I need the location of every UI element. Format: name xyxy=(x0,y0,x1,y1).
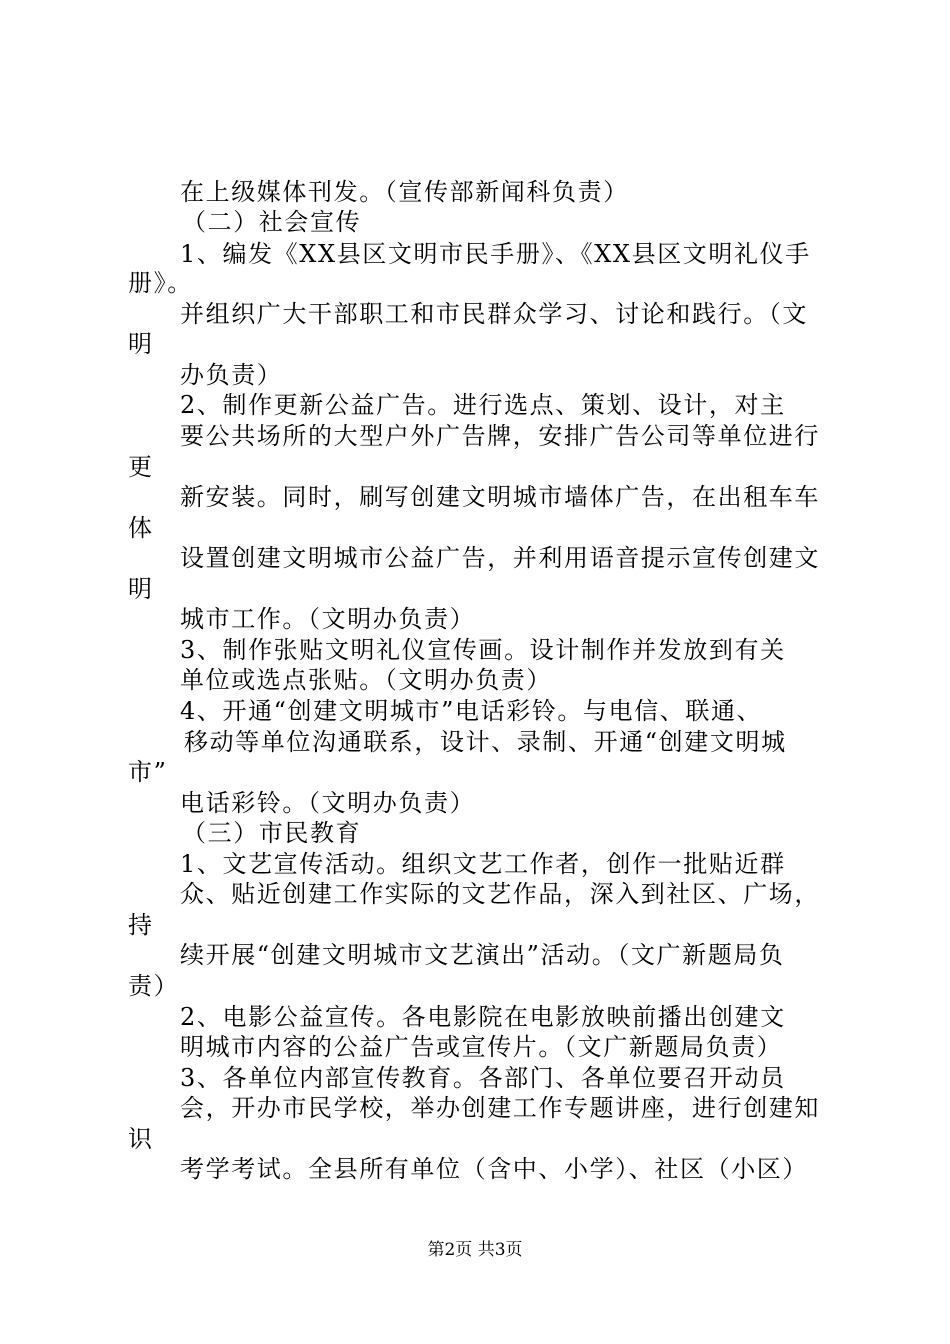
text-line: 明 xyxy=(128,575,154,603)
text-line: 移动等单位沟通联系，设计、录制、开通“创建文明城 xyxy=(184,728,787,756)
text-line: 更 xyxy=(128,453,154,481)
text-line: 续开展“创建文明城市文艺演出”活动。（文广新题局负 xyxy=(180,941,785,969)
text-line: 明城市内容的公益广告或宣传片。（文广新题局负责） xyxy=(180,1033,783,1061)
text-line: 考学考试。全县所有单位（含中、小学）、社区（小区） xyxy=(180,1155,808,1183)
text-line: 单位或选点张贴。（文明办负责） xyxy=(180,666,552,694)
text-line: 市” xyxy=(128,758,168,786)
text-line: 持 xyxy=(128,911,154,939)
text-line: 会，开办市民学校，举办创建工作专题讲座，进行创建知 xyxy=(180,1094,820,1122)
text-line: 4、开通“创建文明城市”电话彩铃。与电信、联通、 xyxy=(180,697,763,725)
text-line: 办负责） xyxy=(180,361,283,389)
text-line: 众、贴近创建工作实际的文艺作品，深入到社区、广场， xyxy=(180,880,820,908)
text-line: 新安装。同时，刷写创建文明城市墙体广告，在出租车车 xyxy=(180,483,820,511)
text-line: 3、各单位内部宣传教育。各部门、各单位要召开动员 xyxy=(180,1064,786,1092)
text-line: 并组织广大干部职工和市民群众学习、讨论和践行。（文 xyxy=(180,300,808,328)
text-line: 2、制作更新公益广告。进行选点、策划、设计，对主 xyxy=(180,391,786,419)
text-line: 体 xyxy=(128,514,154,542)
page-footer: 第2页 共3页 xyxy=(427,1240,523,1260)
text-line: 责） xyxy=(128,972,180,1000)
section-heading: （二）社会宣传 xyxy=(182,208,362,236)
text-line: 3、制作张贴文明礼仪宣传画。设计制作并发放到有关 xyxy=(180,636,786,664)
text-line: 要公共场所的大型户外广告牌，安排广告公司等单位进行 xyxy=(180,422,820,450)
text-line: 明 xyxy=(128,330,154,358)
text-line: 识 xyxy=(128,1125,154,1153)
text-line: 2、电影公益宣传。各电影院在电影放映前播出创建文 xyxy=(180,1003,786,1031)
text-line: 电话彩铃。（文明办负责） xyxy=(180,789,476,817)
text-line: 1、文艺宣传活动。组织文艺工作者，创作一批贴近群 xyxy=(180,850,786,878)
text-line: 1、编发《XX县区文明市民手册》、《XX县区文明礼仪手 xyxy=(180,240,811,268)
section-heading: （三）市民教育 xyxy=(182,819,362,847)
text-line: 城市工作。（文明办负责） xyxy=(180,605,476,633)
text-line: 册》。 xyxy=(128,269,193,297)
text-line: 设置创建文明城市公益广告，并利用语音提示宣传创建文 xyxy=(180,544,820,572)
text-line: 在上级媒体刊发。（宣传部新闻科负责） xyxy=(180,178,629,206)
